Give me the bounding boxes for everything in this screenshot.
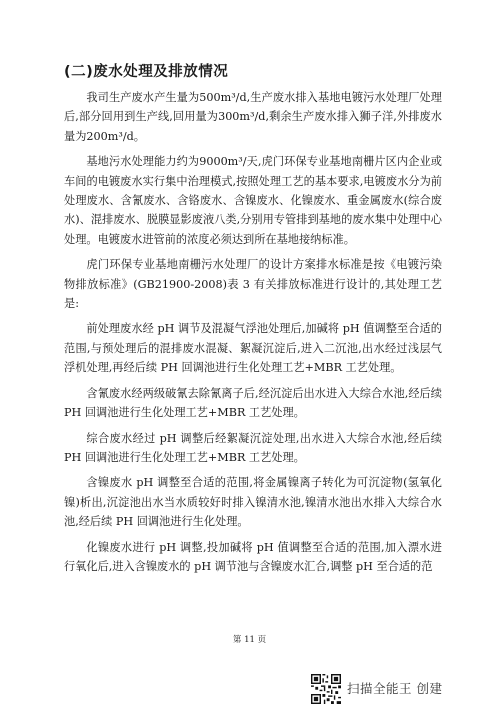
paragraph-chemical-nickel: 化镍废水进行 pH 调整,投加碱将 pH 值调整至合适的范围,加入漂水进行氧化后,进入含镍废水的 pH 调节池与含镍废水汇合,调整 pH 至合适的范	[64, 540, 442, 573]
section-heading: (二)废水处理及排放情况	[64, 64, 229, 80]
body-text	[64, 88, 442, 581]
paragraph-design-standard: 虎门环保专业基地南栅污水处理厂的设计方案排水标准是按《电镀污染物排放标准》(GB21900-2008)表 3 有关排放标准进行设计的,其处理工艺是:	[64, 258, 442, 311]
paragraph-composite: 综合废水经过 pH 调整后经絮凝沉淀处理,出水进入大综合水池,经后续PH 回调池进行生化处理工艺+MBR 工艺处理。	[64, 431, 442, 464]
paragraph-cyanide: 含氰废水经两级破氰去除氰离子后,经沉淀后出水进入大综合水池,经后续 PH 回调池进行生化处理工艺+MBR 工艺处理。	[64, 386, 442, 420]
paragraph-nickel: 含镍废水 pH 调整至合适的范围,将金属镍离子转化为可沉淀物(氢氧化镍)析出,沉淀池出水当水质较好时排入镍清水池,镍清水池出水排入大综合水池,经后续 PH 回调池进行生化处理。	[64, 476, 442, 529]
page-number: 第 11 页	[232, 635, 267, 645]
paragraph-treatment-capacity: 基地污水处理能力约为9000m³/天,虎门环保专业基地南栅片区内企业或车间的电镀废水实行集中治理模式,按照处理工艺的基本要求,电镀废水分为前处理废水、含氰废水、含铬废水、含镍废水、化镍废水、重金属废水(综合废水)、混排废水、脱膜显影废液八类,分别用专管排到基地的废水集中处理中心处理。电镀废水进管前的浓度必须达到所在基地接纳标准。	[64, 155, 442, 246]
qr-code-icon	[311, 674, 341, 704]
paragraph-wastewater-volume: 我司生产废水产生量为500m³/d,生产废水排入基地电镀污水处理厂处理后,部分回用到生产线,回用量为300m³/d,剩余生产废水排入狮子洋,外排废水量为200m³/d。	[64, 91, 442, 143]
scanner-watermark: 扫描全能王 创建	[347, 681, 443, 696]
paragraph-pretreatment: 前处理废水经 pH 调节及混凝气浮池处理后,加碱将 pH 值调整至合适的范围,与预处理后的混排废水混凝、絮凝沉淀后,进入二沉池,出水经过浅层气浮机处理,再经后续 PH 回调池进行生化处理工艺+MBR 工艺处理。	[64, 322, 442, 375]
